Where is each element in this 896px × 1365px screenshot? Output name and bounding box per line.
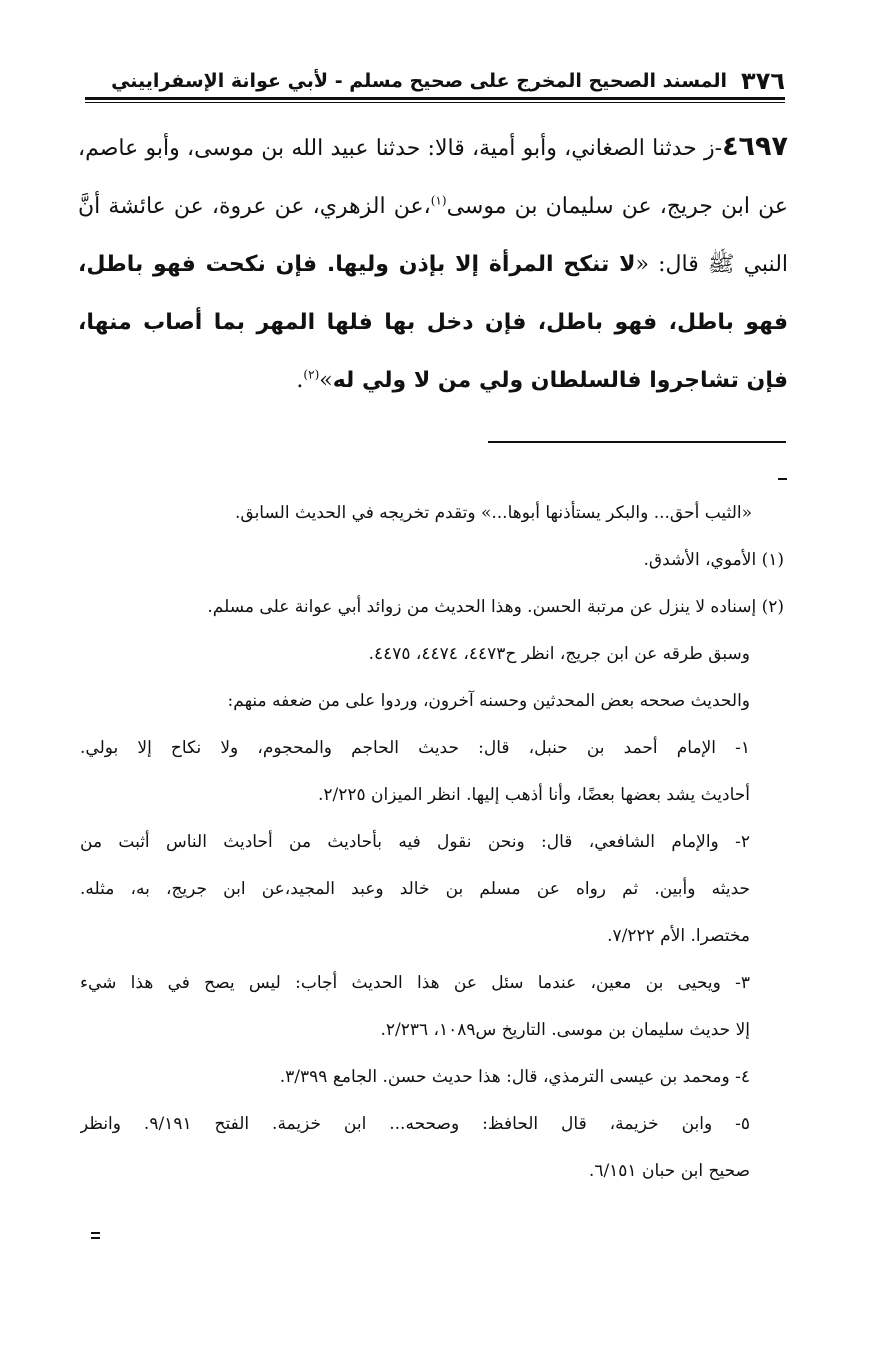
closing-quote: » (319, 368, 333, 393)
footnote-2: (٢) إسناده لا ينزل عن مرتبة الحسن. وهذا الحديث من زوائد أبي عوانة على مسلم. (207, 597, 784, 617)
footnote-point-4: ٤- ومحمد بن عيسى الترمذي، قال: هذا حديث حسن. الجامع ٣/٣٩٩. (279, 1067, 750, 1087)
header-rule-thick (85, 97, 785, 100)
margin-mark-bottom-1 (91, 1232, 100, 1234)
isnad-part-2: ،عن الزهري، عن عروة، عن عائشة أنَّ النبي ﷺ قال: « (78, 194, 789, 277)
footnote-point-5b: صحيح ابن حبان ٦/١٥١. (588, 1161, 750, 1181)
hadith-number: ٤٦٩٧ (722, 131, 788, 162)
margin-mark-bottom-2 (91, 1237, 100, 1239)
footnote-carryover: «الثيب أحق... والبكر يستأذنها أبوها...» وتقدم تخريجه في الحديث السابق. (234, 503, 752, 523)
hadith-text (78, 118, 788, 410)
footnotes (80, 490, 790, 1195)
header-rule-thin (85, 102, 785, 103)
running-title: المسند الصحيح المخرج على صحيح مسلم - لأبي عوانة الإسفراييني (111, 70, 728, 92)
running-header (85, 62, 785, 96)
footnote-2-sources: وسبق طرقه عن ابن جريج، انظر ح٤٤٧٣، ٤٤٧٤، ٤٤٧٥. (368, 644, 750, 664)
footnote-point-1b: أحاديث يشد بعضها بعضًا، وأنا أذهب إليها. انظر الميزان ٢/٢٢٥. (317, 785, 750, 805)
isnad-part-1: حدثنا الصغاني، وأبو أمية، قالا: حدثنا عبيد الله بن موسى، وأبو عاصم، عن ابن جريج، عن سليمان بن موسى (78, 136, 789, 219)
margin-mark-top (778, 478, 787, 480)
hadith-end: . (296, 368, 304, 393)
footnote-ref-2: (٢) (303, 367, 320, 382)
footnote-point-5a: ٥- وابن خزيمة، قال الحافظ: وصححه... ابن خزيمة. الفتح ٩/١٩١. وانظر (80, 1114, 751, 1134)
footnote-ref-1: (١) (430, 193, 447, 208)
footnote-point-3a: ٣- ويحيى بن معين، عندما سئل عن هذا الحديث أجاب: ليس يصح في هذا شيء (80, 973, 750, 993)
footnote-point-1a: ١- الإمام أحمد بن حنبل، قال: حديث الحاجم والمحجوم، ولا نكاح إلا بولي. (80, 738, 750, 758)
footnote-2-intro: والحديث صححه بعض المحدثين وحسنه آخرون، وردوا على من ضعفه منهم: (227, 691, 750, 711)
footnote-1: (١) الأموي، الأشدق. (643, 550, 784, 570)
footnote-point-3b: إلا حديث سليمان بن موسى. التاريخ س١٠٨٩، ٢/٢٣٦. (380, 1020, 750, 1040)
footnote-point-2a: ٢- والإمام الشافعي، قال: ونحن نقول فيه بأحاديث من أحاديث الناس أثبت من (80, 832, 750, 852)
footnote-point-2b: حديثه وأبين. ثم رواه عن مسلم بن خالد وعبد المجيد،عن ابن جريج، به، مثله. (80, 879, 750, 899)
footnote-separator (488, 441, 786, 443)
hadith-matn: لا تنكح المرأة إلا بإذن وليها. فإن نكحت فهو باطل، فهو باطل، فهو باطل، فإن دخل بها فلها المهر بما أصاب منها، فإن تشاجروا فالسلطان ولي من لا ولي له (78, 252, 788, 393)
page-number: ٣٧٦ (741, 67, 785, 95)
hadith-prefix: -ز (704, 136, 723, 161)
footnote-point-2c: مختصرا. الأم ٧/٢٢٢. (607, 926, 750, 946)
